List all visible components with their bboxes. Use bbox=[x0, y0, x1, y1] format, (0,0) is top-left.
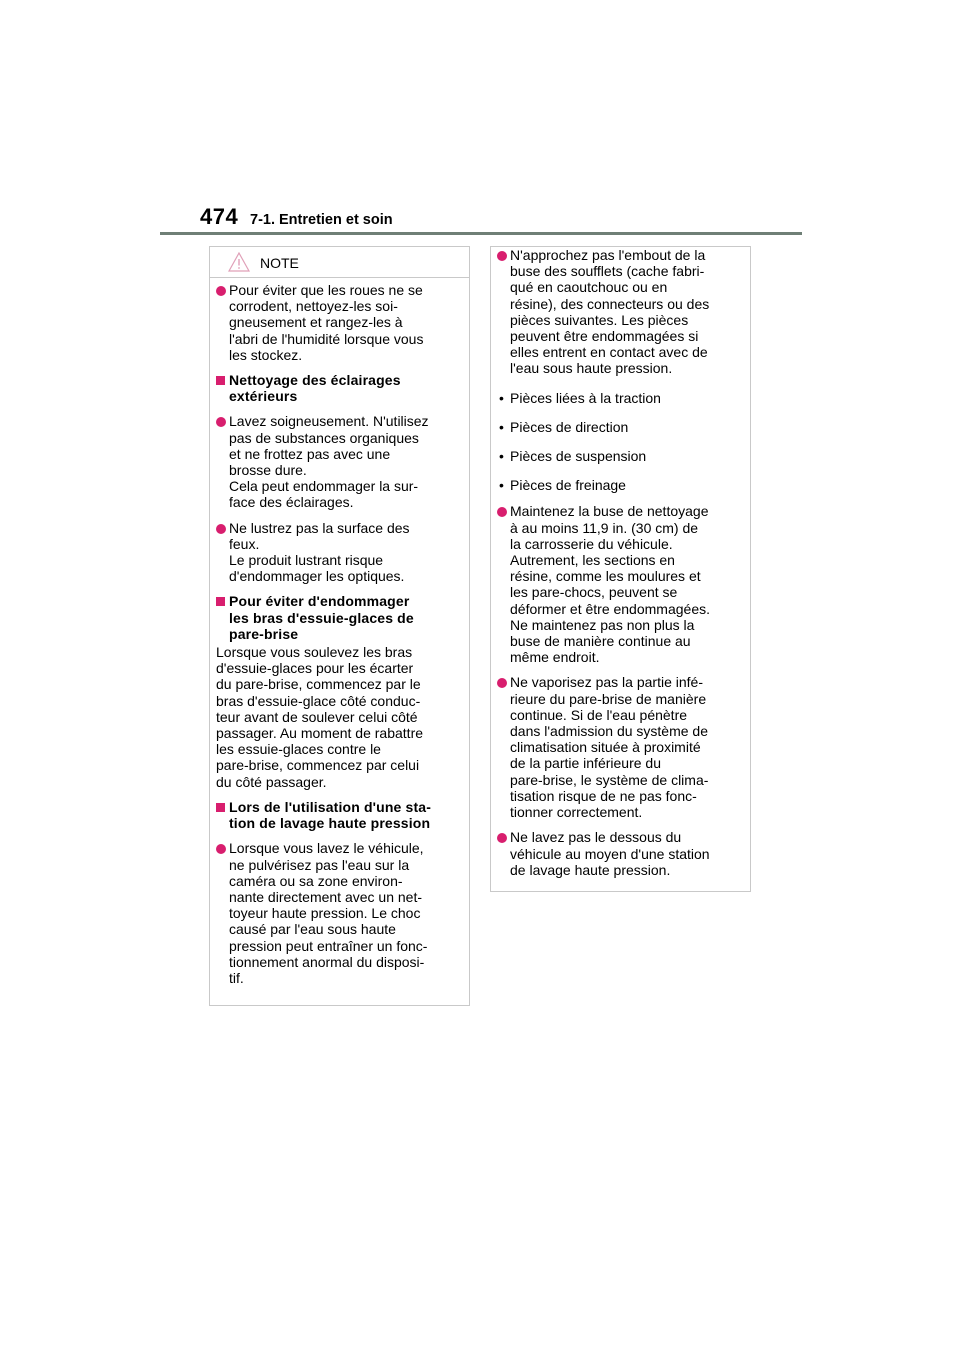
warning-triangle-icon bbox=[228, 252, 250, 272]
bullet-item bbox=[216, 840, 463, 986]
text-line: brosse dure. bbox=[229, 462, 307, 479]
text-line: Pour éviter que les roues ne se bbox=[229, 282, 423, 298]
note-box-left bbox=[209, 246, 470, 1006]
text-line: dans l'admission du système de bbox=[510, 723, 708, 740]
section-title: 7-1. Entretien et soin bbox=[250, 212, 393, 228]
text-line: pièces suivantes. Les pièces bbox=[510, 311, 689, 328]
bullet-dot-icon bbox=[497, 507, 507, 517]
text-line: buse des soufflets (cache fabri- bbox=[510, 263, 705, 280]
square-marker-icon bbox=[216, 597, 225, 606]
text-line: résine, comme les moulures et bbox=[510, 568, 701, 585]
text-line: tif. bbox=[229, 969, 244, 986]
text-line: Ne lustrez pas la surface des bbox=[229, 519, 410, 536]
text-line: Maintenez la buse de nettoyage bbox=[510, 503, 709, 520]
list-item: • Pièces de direction bbox=[497, 419, 744, 435]
bullet-dot-icon bbox=[497, 833, 507, 843]
square-marker-icon bbox=[216, 376, 225, 385]
text-line: toyeur haute pression. Le choc bbox=[229, 905, 421, 922]
text-line: pas de substances organiques bbox=[229, 429, 419, 446]
text-line: pare-brise, le système de clima- bbox=[510, 771, 709, 788]
text-line: Le produit lustrant risque bbox=[229, 552, 384, 569]
text-line: déformer et être endommagées. bbox=[510, 600, 710, 617]
list-item: • Pièces de freinage bbox=[497, 477, 744, 493]
text-line: Lors de l'utilisation d'une sta- bbox=[229, 798, 432, 815]
note-box-right bbox=[490, 246, 751, 892]
text-line: d'essuie-glaces pour les écarter bbox=[216, 660, 414, 677]
text-line: continue. Si de l'eau pénètre bbox=[510, 706, 688, 723]
text-line: corrodent, nettoyez-les soi- bbox=[229, 298, 398, 315]
text-line: les bras d'essuie-glaces de bbox=[229, 609, 414, 626]
text-line: la carrosserie du véhicule. bbox=[510, 535, 673, 552]
text-line: les essuie-glaces contre le bbox=[216, 741, 381, 758]
text-line: résine), des connecteurs ou des bbox=[510, 295, 710, 312]
text-line: elles entrent en contact avec de bbox=[510, 344, 708, 361]
bullet-item bbox=[497, 829, 744, 878]
text-line: les pare-chocs, peuvent se bbox=[510, 584, 678, 601]
bullet-item bbox=[216, 413, 463, 510]
bullet-dot-icon bbox=[497, 251, 507, 261]
text-line: extérieurs bbox=[229, 388, 298, 405]
text-line: teur avant de soulever celui côté bbox=[216, 708, 418, 725]
bullet-item bbox=[497, 503, 744, 665]
text-line: de la partie inférieure du bbox=[510, 755, 661, 772]
text-line: pare-brise, commencez par celui bbox=[216, 757, 420, 774]
list-item-text: Pièces liées à la traction bbox=[510, 389, 661, 406]
bullet-dot-icon bbox=[216, 844, 226, 854]
bullet-item bbox=[216, 282, 463, 363]
text-line: caméra ou sa zone environ- bbox=[229, 872, 403, 889]
text-line: Autrement, les sections en bbox=[510, 552, 675, 569]
text-line: climatisation située à proximité bbox=[510, 739, 701, 756]
bullet-item bbox=[497, 674, 744, 820]
bullet-dot-icon bbox=[216, 417, 226, 427]
text-line: nante directement avec un net- bbox=[229, 888, 423, 905]
text-line: tisation risque de ne pas fonc- bbox=[510, 787, 697, 804]
text-line: du côté passager. bbox=[216, 773, 327, 790]
list-item-text: Pièces de freinage bbox=[510, 477, 626, 494]
page-number: 474 bbox=[200, 204, 239, 229]
text-line: bras d'essuie-glace côté conduc- bbox=[216, 692, 421, 709]
text-line: face des éclairages. bbox=[229, 494, 354, 511]
text-line: N'approchez pas l'embout de la bbox=[510, 247, 706, 263]
list-item: • Pièces de suspension bbox=[497, 448, 744, 464]
text-line: de lavage haute pression. bbox=[510, 861, 671, 878]
text-line: gneusement et rangez-les à bbox=[229, 314, 403, 331]
text-line: feux. bbox=[229, 535, 260, 552]
text-line: du pare-brise, commencez par le bbox=[216, 676, 421, 693]
text-line: pare-brise bbox=[229, 625, 299, 642]
text-line: ne pulvérisez pas l'eau sur la bbox=[229, 856, 410, 873]
text-line: peuvent être endommagées si bbox=[510, 328, 699, 345]
left-column-body bbox=[210, 278, 469, 986]
text-line: Cela peut endommager la sur- bbox=[229, 478, 419, 495]
text-line: Lorsque vous soulevez les bras bbox=[216, 644, 413, 661]
subheading bbox=[216, 799, 463, 831]
text-line: Pour éviter d'endommager bbox=[229, 593, 410, 610]
square-marker-icon bbox=[216, 803, 225, 812]
text-line: pression peut entraîner un fonc- bbox=[229, 937, 428, 954]
text-line: buse de manière continue au bbox=[510, 633, 691, 650]
text-line: tionnement anormal du disposi- bbox=[229, 953, 425, 970]
text-line: d'endommager les optiques. bbox=[229, 568, 405, 585]
text-line: et ne frottez pas avec une bbox=[229, 445, 391, 462]
bullet-dot-icon bbox=[216, 524, 226, 534]
text-line: tion de lavage haute pression bbox=[229, 815, 431, 832]
text-line: tionner correctement. bbox=[510, 804, 643, 821]
list-item-text: Pièces de suspension bbox=[510, 448, 647, 465]
text-line: même endroit. bbox=[510, 649, 600, 666]
text-line: causé par l'eau sous haute bbox=[229, 921, 396, 938]
text-line: qué en caoutchouc ou en bbox=[510, 279, 668, 296]
right-column-body bbox=[491, 247, 750, 878]
text-line: Nettoyage des éclairages bbox=[229, 372, 401, 389]
bullet-item bbox=[497, 247, 744, 377]
note-label: NOTE bbox=[260, 255, 299, 271]
bullet-dot-icon bbox=[497, 678, 507, 688]
text-line: l'eau sous haute pression. bbox=[510, 360, 673, 377]
text-line: les stockez. bbox=[229, 346, 303, 363]
bullet-dot-icon bbox=[216, 286, 226, 296]
text-line: à au moins 11,9 in. (30 cm) de bbox=[510, 519, 699, 536]
bullet-item bbox=[216, 520, 463, 585]
list-item: • Pièces liées à la traction bbox=[497, 390, 744, 406]
subheading bbox=[216, 593, 463, 642]
text-line: passager. Au moment de rabattre bbox=[216, 725, 424, 742]
text-line: Lavez soigneusement. N'utilisez bbox=[229, 413, 429, 430]
subheading bbox=[216, 372, 463, 404]
text-line: l'abri de l'humidité lorsque vous bbox=[229, 330, 424, 347]
text-line: Ne lavez pas le dessous du bbox=[510, 829, 682, 846]
text-line: rieure du pare-brise de manière bbox=[510, 690, 707, 707]
text-line: Ne vaporisez pas la partie infé- bbox=[510, 674, 703, 691]
text-line: Ne maintenez pas non plus la bbox=[510, 616, 695, 633]
paragraph bbox=[216, 644, 463, 790]
list-item-text: Pièces de direction bbox=[510, 418, 629, 435]
text-line: véhicule au moyen d'une station bbox=[510, 845, 710, 862]
text-line: Lorsque vous lavez le véhicule, bbox=[229, 840, 424, 857]
header-rule bbox=[160, 232, 802, 235]
note-header bbox=[210, 247, 469, 278]
